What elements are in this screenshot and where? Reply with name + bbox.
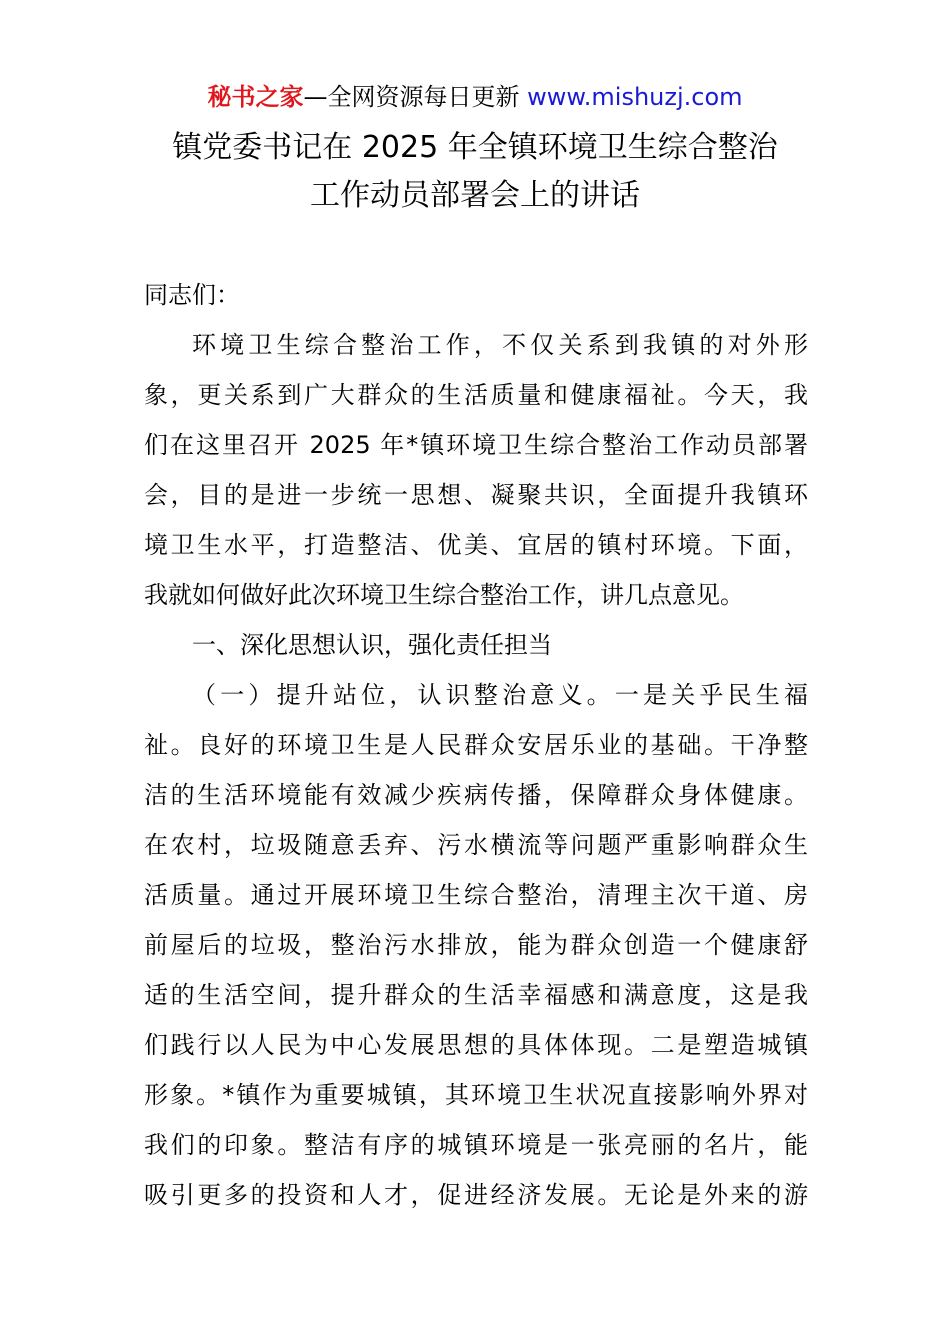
paragraph-line: 适的生活空间，提升群众的生活幸福感和满意度，这是我 — [144, 981, 808, 1009]
paragraph-line: 在农村，垃圾随意丢弃、污水横流等问题严重影响群众生 — [144, 831, 808, 859]
paragraph-line: 我们的印象。整洁有序的城镇环境是一张亮丽的名片，能 — [144, 1131, 808, 1159]
document-title-line-2: 工作动员部署会上的讲话 — [310, 178, 640, 213]
paragraph-line: 祉。良好的环境卫生是人民群众安居乐业的基础。干净整 — [144, 731, 808, 759]
site-header — [0, 82, 950, 112]
paragraph-line: 们践行以人民为中心发展思想的具体体现。二是塑造城镇 — [144, 1031, 808, 1059]
document-title-line-1: 镇党委书记在 2025 年全镇环境卫生综合整治 — [172, 130, 778, 165]
site-url-link[interactable]: www.mishuzj.com — [527, 83, 743, 111]
paragraph-line: 洁的生活环境能有效减少疾病传播，保障群众身体健康。 — [144, 781, 808, 809]
header-tagline: —全网资源每日更新 — [303, 83, 520, 111]
speech-body — [144, 270, 808, 1220]
paragraph-line: 境卫生水平，打造整洁、优美、宜居的镇村环境。下面， — [144, 531, 808, 559]
paragraph-line: 会，目的是进一步统一思想、凝聚共识，全面提升我镇环 — [144, 481, 808, 509]
paragraph-line: 活质量。通过开展环境卫生综合整治，清理主次干道、房 — [144, 881, 808, 909]
paragraph-line: 环境卫生综合整治工作，不仅关系到我镇的对外形 — [192, 331, 808, 359]
brand-name: 秘书之家 — [207, 83, 304, 111]
paragraph-line: 象，更关系到广大群众的生活质量和健康福祉。今天，我 — [144, 381, 808, 409]
paragraph-line: 形象。*镇作为重要城镇，其环境卫生状况直接影响外界对 — [144, 1081, 808, 1109]
paragraph-line: 们在这里召开 2025 年*镇环境卫生综合整治工作动员部署 — [144, 431, 808, 459]
paragraph-line: （一）提升站位，认识整治意义。一是关乎民生福 — [192, 681, 808, 709]
paragraph-line: 吸引更多的投资和人才，促进经济发展。无论是外来的游 — [144, 1181, 808, 1209]
paragraph-line: 前屋后的垃圾，整治污水排放，能为群众创造一个健康舒 — [144, 931, 808, 959]
salutation: 同志们： — [144, 281, 240, 309]
section-heading: 一、深化思想认识，强化责任担当 — [192, 631, 552, 659]
paragraph-line: 我就如何做好此次环境卫生综合整治工作，讲几点意见。 — [144, 581, 744, 609]
